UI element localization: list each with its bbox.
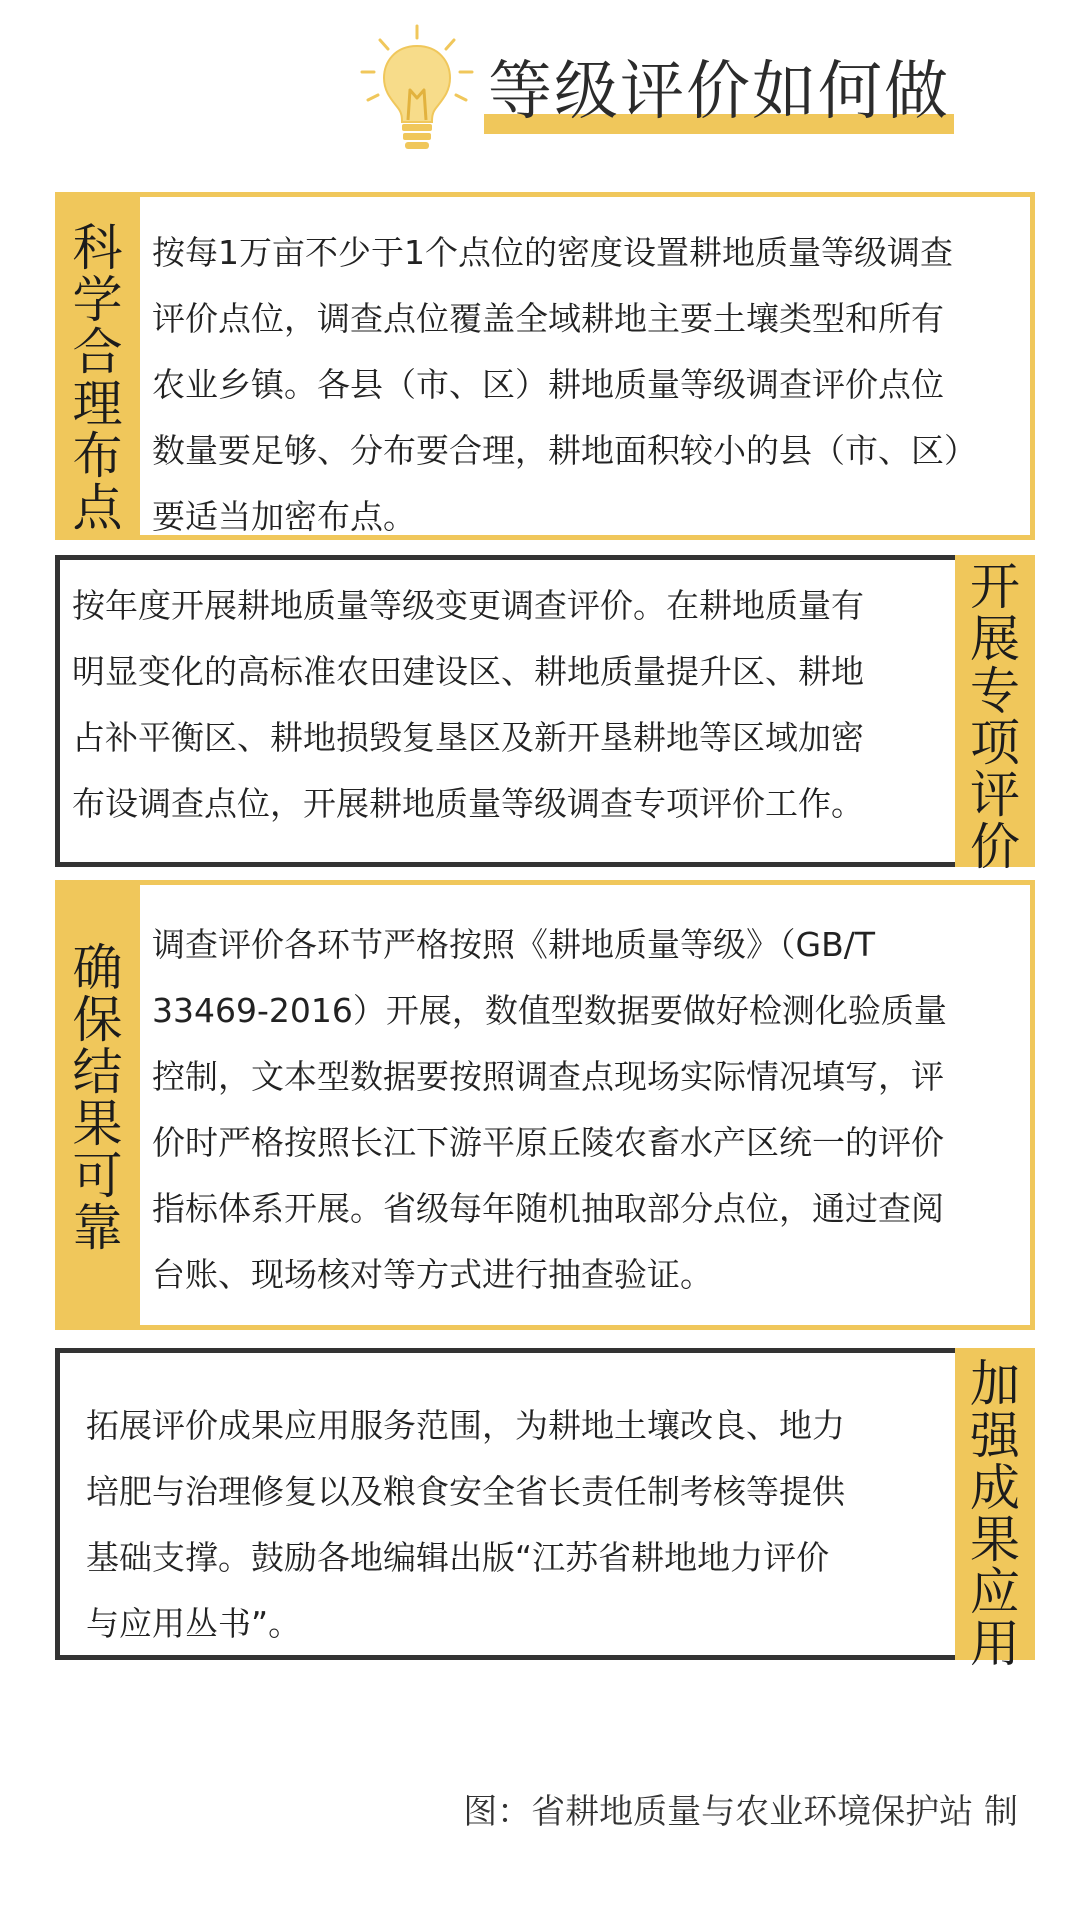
side-label-char: 强	[970, 1407, 1020, 1465]
image-credit: 图：省耕地质量与农业环境保护站 制	[463, 1792, 1018, 1832]
body-line: 基础支撑。鼓励各地编辑出版“江苏省耕地地力评价	[86, 1538, 830, 1577]
section-body	[152, 912, 1032, 1308]
side-label-char: 结	[72, 1043, 123, 1101]
side-label-char: 价	[970, 818, 1020, 876]
side-label-char: 用	[970, 1615, 1020, 1673]
body-line: 台账、现场核对等方式进行抽查验证。	[152, 1255, 713, 1294]
side-label-char: 专	[970, 662, 1020, 720]
side-label-char: 靠	[72, 1199, 123, 1257]
side-label-char: 成	[970, 1459, 1020, 1517]
body-line: 控制，文本型数据要按照调查点现场实际情况填写，评	[152, 1057, 944, 1096]
body-line: 价时严格按照长江下游平原丘陵农畜水产区统一的评价	[152, 1123, 944, 1162]
body-line: 农业乡镇。各县（市、区）耕地质量等级调查评价点位	[152, 365, 944, 404]
side-label-char: 合	[72, 323, 123, 381]
side-label	[55, 880, 140, 1330]
side-label-char: 确	[72, 939, 123, 997]
body-line: 按每1万亩不少于1个点位的密度设置耕地质量等级调查	[152, 233, 953, 272]
side-label-char: 加	[970, 1355, 1020, 1413]
side-label	[55, 192, 140, 540]
section-card-strengthen-application	[55, 1348, 1035, 1673]
page-title: 等级评价如何做	[488, 55, 950, 129]
side-label-char: 果	[970, 1511, 1020, 1569]
side-label-char: 科	[72, 219, 123, 277]
section-card-reliable-results	[55, 880, 1035, 1330]
side-label-char: 点	[72, 479, 123, 537]
side-label	[955, 555, 1035, 876]
side-label-char: 理	[72, 375, 123, 433]
side-label-char: 果	[72, 1095, 123, 1153]
body-line: 布设调查点位，开展耕地质量等级调查专项评价工作。	[72, 784, 864, 823]
side-label-char: 评	[970, 766, 1020, 824]
side-label-char: 展	[970, 610, 1020, 668]
body-line: 数量要足够、分布要合理，耕地面积较小的县（市、区）	[152, 431, 977, 470]
body-line: 与应用丛书”。	[86, 1604, 302, 1643]
body-line: 按年度开展耕地质量等级变更调查评价。在耕地质量有	[72, 586, 864, 625]
side-label-char: 项	[970, 714, 1020, 772]
body-line: 要适当加密布点。	[152, 497, 416, 536]
body-line: 33469-2016）开展，数值型数据要做好检测化验质量	[152, 991, 947, 1030]
section-card-layout-points	[55, 192, 1035, 540]
side-label-char: 布	[72, 427, 123, 485]
side-label	[955, 1348, 1035, 1673]
body-line: 指标体系开展。省级每年随机抽取部分点位，通过查阅	[152, 1189, 944, 1228]
side-label-char: 可	[72, 1147, 123, 1205]
body-line: 培肥与治理修复以及粮食安全省长责任制考核等提供	[86, 1472, 845, 1511]
side-label-char: 学	[72, 271, 123, 329]
lightbulb-icon	[352, 20, 482, 160]
body-line: 明显变化的高标准农田建设区、耕地质量提升区、耕地	[72, 652, 864, 691]
body-line: 拓展评价成果应用服务范围，为耕地土壤改良、地力	[86, 1406, 845, 1445]
side-label-char: 应	[970, 1563, 1020, 1621]
section-body	[152, 220, 1032, 550]
body-line: 评价点位，调查点位覆盖全域耕地主要土壤类型和所有	[152, 299, 944, 338]
section-card-special-evaluation	[55, 555, 1035, 876]
section-body	[86, 1393, 966, 1657]
section-body	[72, 573, 952, 837]
side-label-char: 开	[970, 558, 1020, 616]
body-line: 调查评价各环节严格按照《耕地质量等级》（GB/T	[152, 925, 875, 964]
side-label-char: 保	[72, 991, 123, 1049]
title-block	[484, 52, 954, 152]
body-line: 占补平衡区、耕地损毁复垦区及新开垦耕地等区域加密	[72, 718, 864, 757]
